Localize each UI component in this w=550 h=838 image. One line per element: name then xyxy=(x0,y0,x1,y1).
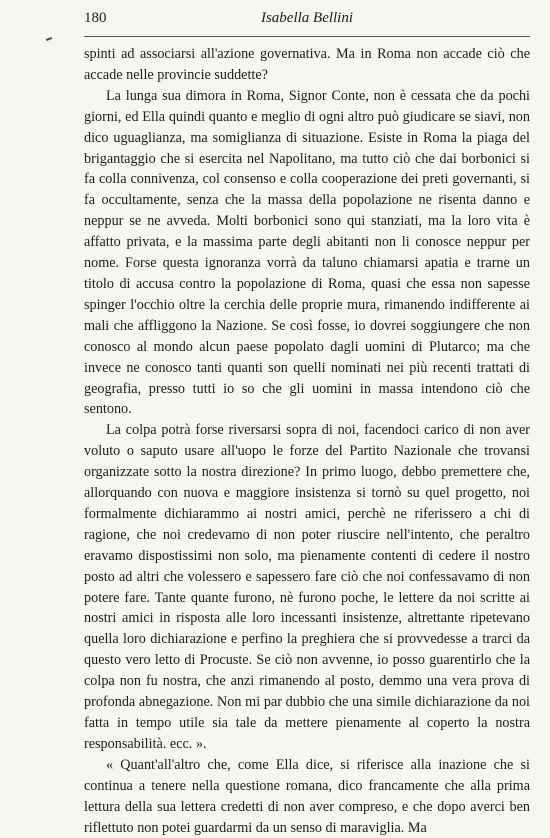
running-title: Isabella Bellini xyxy=(260,10,354,26)
body-text xyxy=(84,44,530,838)
page-number: 180 xyxy=(84,10,107,26)
paragraph: La lunga sua dimora in Roma, Signor Conte, non è cessata che da pochi giorni, ed Ella quindi quanto e meglio di ogni altro può giudicare se siavi, non dico uguaglianza, ma somiglianza di situazione. Esiste in Roma la piaga del brigantaggio che si esercita nel Napolitano, ma tutto ciò che dai borbonici si fa colla connivenza, col consenso e colla cooperazione dei preti governanti, si fa occultamente, senza che la massa della popolazione ne risenta danno e neppur se ne avveda. Molti borbonici sono qui stanziati, ma la loro vita è affatto privata, e la massima parte degli abitanti non li conosce neppur per nome. Forse questa ignoranza vorrà da taluno chiamarsi apatia e trarne un titolo di accusa contro la popolazione di Roma, quasi che essa non sapesse spinger l'occhio oltre la cerchia delle proprie mura, rimanendo indifferente ai mali che affliggono la Nazione. Se così fosse, io dovrei soggiungere che non conosco al mondo alcun paese popolato dagli uomini di Plutarco; ma che invece ne conosco tanti quanti son quelli nominati nei più recenti trattati di geografia, presso tutti io so che gli uomini in massa intendono ciò che sentono. xyxy=(84,87,530,418)
page-header xyxy=(84,10,530,32)
paragraph: « Quant'all'altro che, come Ella dice, si riferisce alla inazione che si continua a tenere nella questione romana, dico francamente che alla prima lettura della sua lettera credetti di non aver compreso, e che dopo averci ben riflettuto non potei guardarmi da un senso di maraviglia. Ma xyxy=(84,756,530,836)
paragraph: La colpa potrà forse riversarsi sopra di noi, facendoci carico di non aver voluto o saputo usare all'uopo le forze del Partito Nazionale che trovansi organizzate sotto la nostra direzione? In primo luogo, debbo premettere che, allorquando con nuova e maggiore insistenza si tornò su quel progetto, noi formalmente dichiarammo ai nostri amici, perchè ne riferissero a chi di ragione, che noi credevamo di non poter riuscire nell'intento, che peraltro eravamo dispostissimi non solo, ma pienamente contenti di cedere il nostro posto ad altri che volessero e sapessero fare ciò che noi confessavamo di non potere fare. Tante quante furono, nè furono poche, le lettere da noi scritte ai nostri amici in risposta alle loro incessanti insistenze, altrettante ripetevano quella loro dichiarazione e perfino la preghiera che si provvedesse a trarci da questo vero letto di Procuste. Se ciò non avvenne, io posso guarentirlo che la colpa non fu nostra, che anzi rimanendo al posto, demmo una vera prova di profonda abnegazione. Non mi par dubbio che una simile dichiarazione da noi fatta in tempo utile sia tale da mettere pienamente al coperto la nostra responsabilità. ecc. ». xyxy=(84,422,530,752)
margin-mark xyxy=(46,37,52,41)
paragraph: spinti ad associarsi all'azione governativa. Ma in Roma non accade ciò che accade nelle provincie suddette? xyxy=(84,46,530,83)
header-rule xyxy=(84,36,530,37)
